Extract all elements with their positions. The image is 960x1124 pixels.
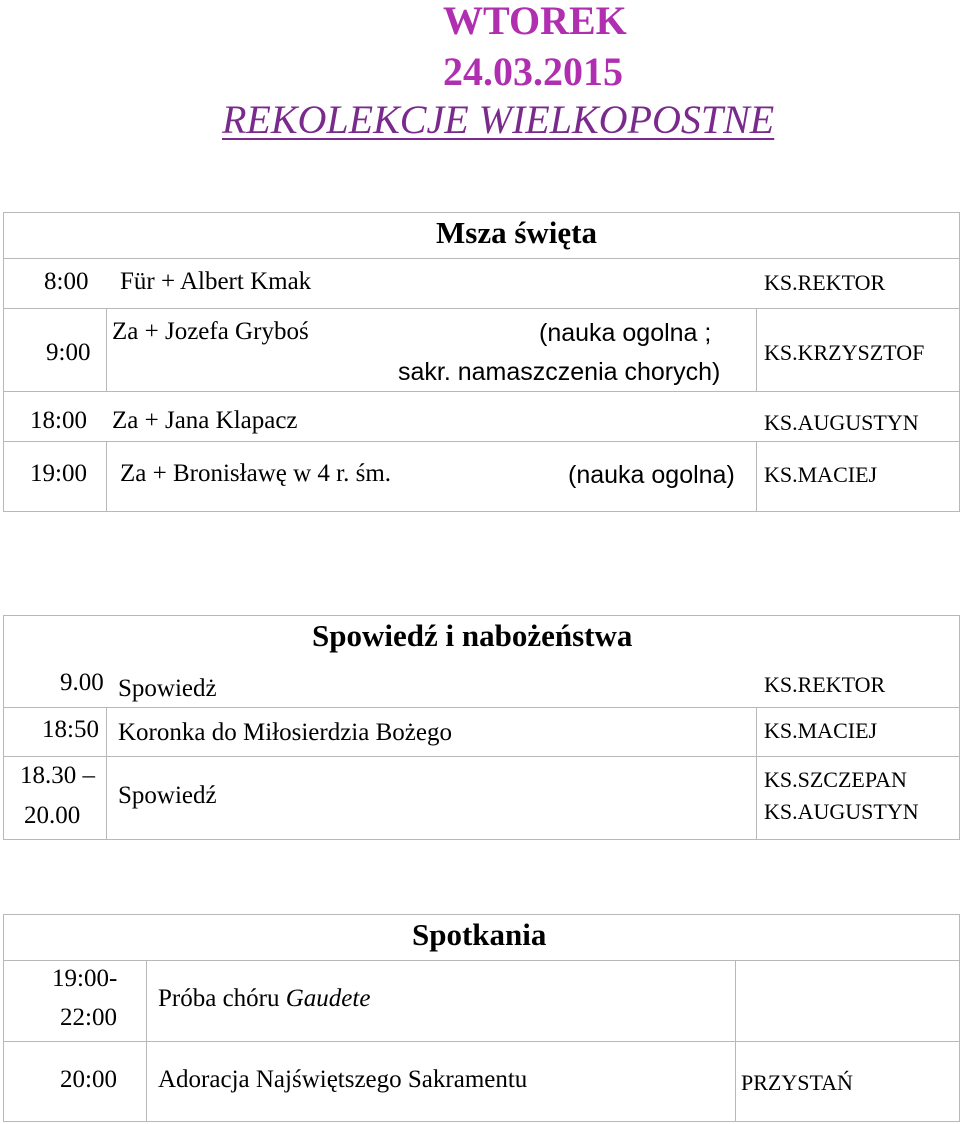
mass-priest: KS.REKTOR xyxy=(764,270,886,295)
date-heading: 24.03.2015 xyxy=(443,49,623,94)
meeting-name xyxy=(158,985,370,1013)
meeting-name: Adoracja Najświętszego Sakramentu xyxy=(158,1066,528,1093)
service-priest: KS.AUGUSTYN xyxy=(764,799,919,824)
service-priest: KS.SZCZEPAN xyxy=(764,767,907,792)
service-name: Spowiedź xyxy=(118,782,217,809)
masses-title: Msza święta xyxy=(436,215,597,250)
meeting-time: 20:00 xyxy=(60,1066,117,1093)
choir-name: Gaudete xyxy=(285,985,371,1012)
meetings-title: Spotkania xyxy=(412,917,547,952)
service-name: Koronka do Miłosierdzia Bożego xyxy=(118,719,452,746)
meetings-table xyxy=(3,914,960,1122)
meeting-time: 19:00- xyxy=(52,965,118,992)
mass-intention: Für + Albert Kmak xyxy=(120,268,312,295)
mass-time: 8:00 xyxy=(44,268,89,295)
mass-intention: Za + Jana Klapacz xyxy=(112,407,298,434)
meeting-name-plain: Próba chóru xyxy=(158,985,286,1012)
mass-note: (nauka ogolna ; xyxy=(539,319,712,347)
service-time: 18:50 xyxy=(42,716,99,743)
mass-note: (nauka ogolna) xyxy=(568,461,735,489)
service-time: 18.30 – xyxy=(20,762,95,789)
services-table xyxy=(3,615,960,840)
mass-intention: Za + Jozefa Gryboś xyxy=(112,318,309,345)
masses-table xyxy=(3,212,960,512)
service-priest: KS.MACIEJ xyxy=(764,718,878,743)
mass-priest: KS.KRZYSZTOF xyxy=(764,340,925,365)
day-heading: WTOREK xyxy=(443,0,627,43)
meeting-who: PRZYSTAŃ xyxy=(741,1070,853,1095)
event-heading: REKOLEKCJE WIELKOPOSTNE xyxy=(222,97,775,142)
service-time: 20.00 xyxy=(24,802,81,829)
services-title: Spowiedź i nabożeństwa xyxy=(312,618,633,653)
mass-priest: KS.AUGUSTYN xyxy=(764,410,919,435)
meeting-time: 22:00 xyxy=(60,1004,117,1031)
mass-time: 9:00 xyxy=(46,339,91,366)
mass-note: sakr. namaszczenia chorych) xyxy=(398,358,721,386)
mass-priest: KS.MACIEJ xyxy=(764,462,878,487)
mass-time: 19:00 xyxy=(30,460,87,487)
mass-time: 18:00 xyxy=(30,407,87,434)
service-time: 9.00 xyxy=(60,669,104,696)
mass-intention: Za + Bronisławę w 4 r. śm. xyxy=(120,460,392,487)
service-priest: KS.REKTOR xyxy=(764,672,886,697)
service-name: Spowiedż xyxy=(118,675,217,702)
